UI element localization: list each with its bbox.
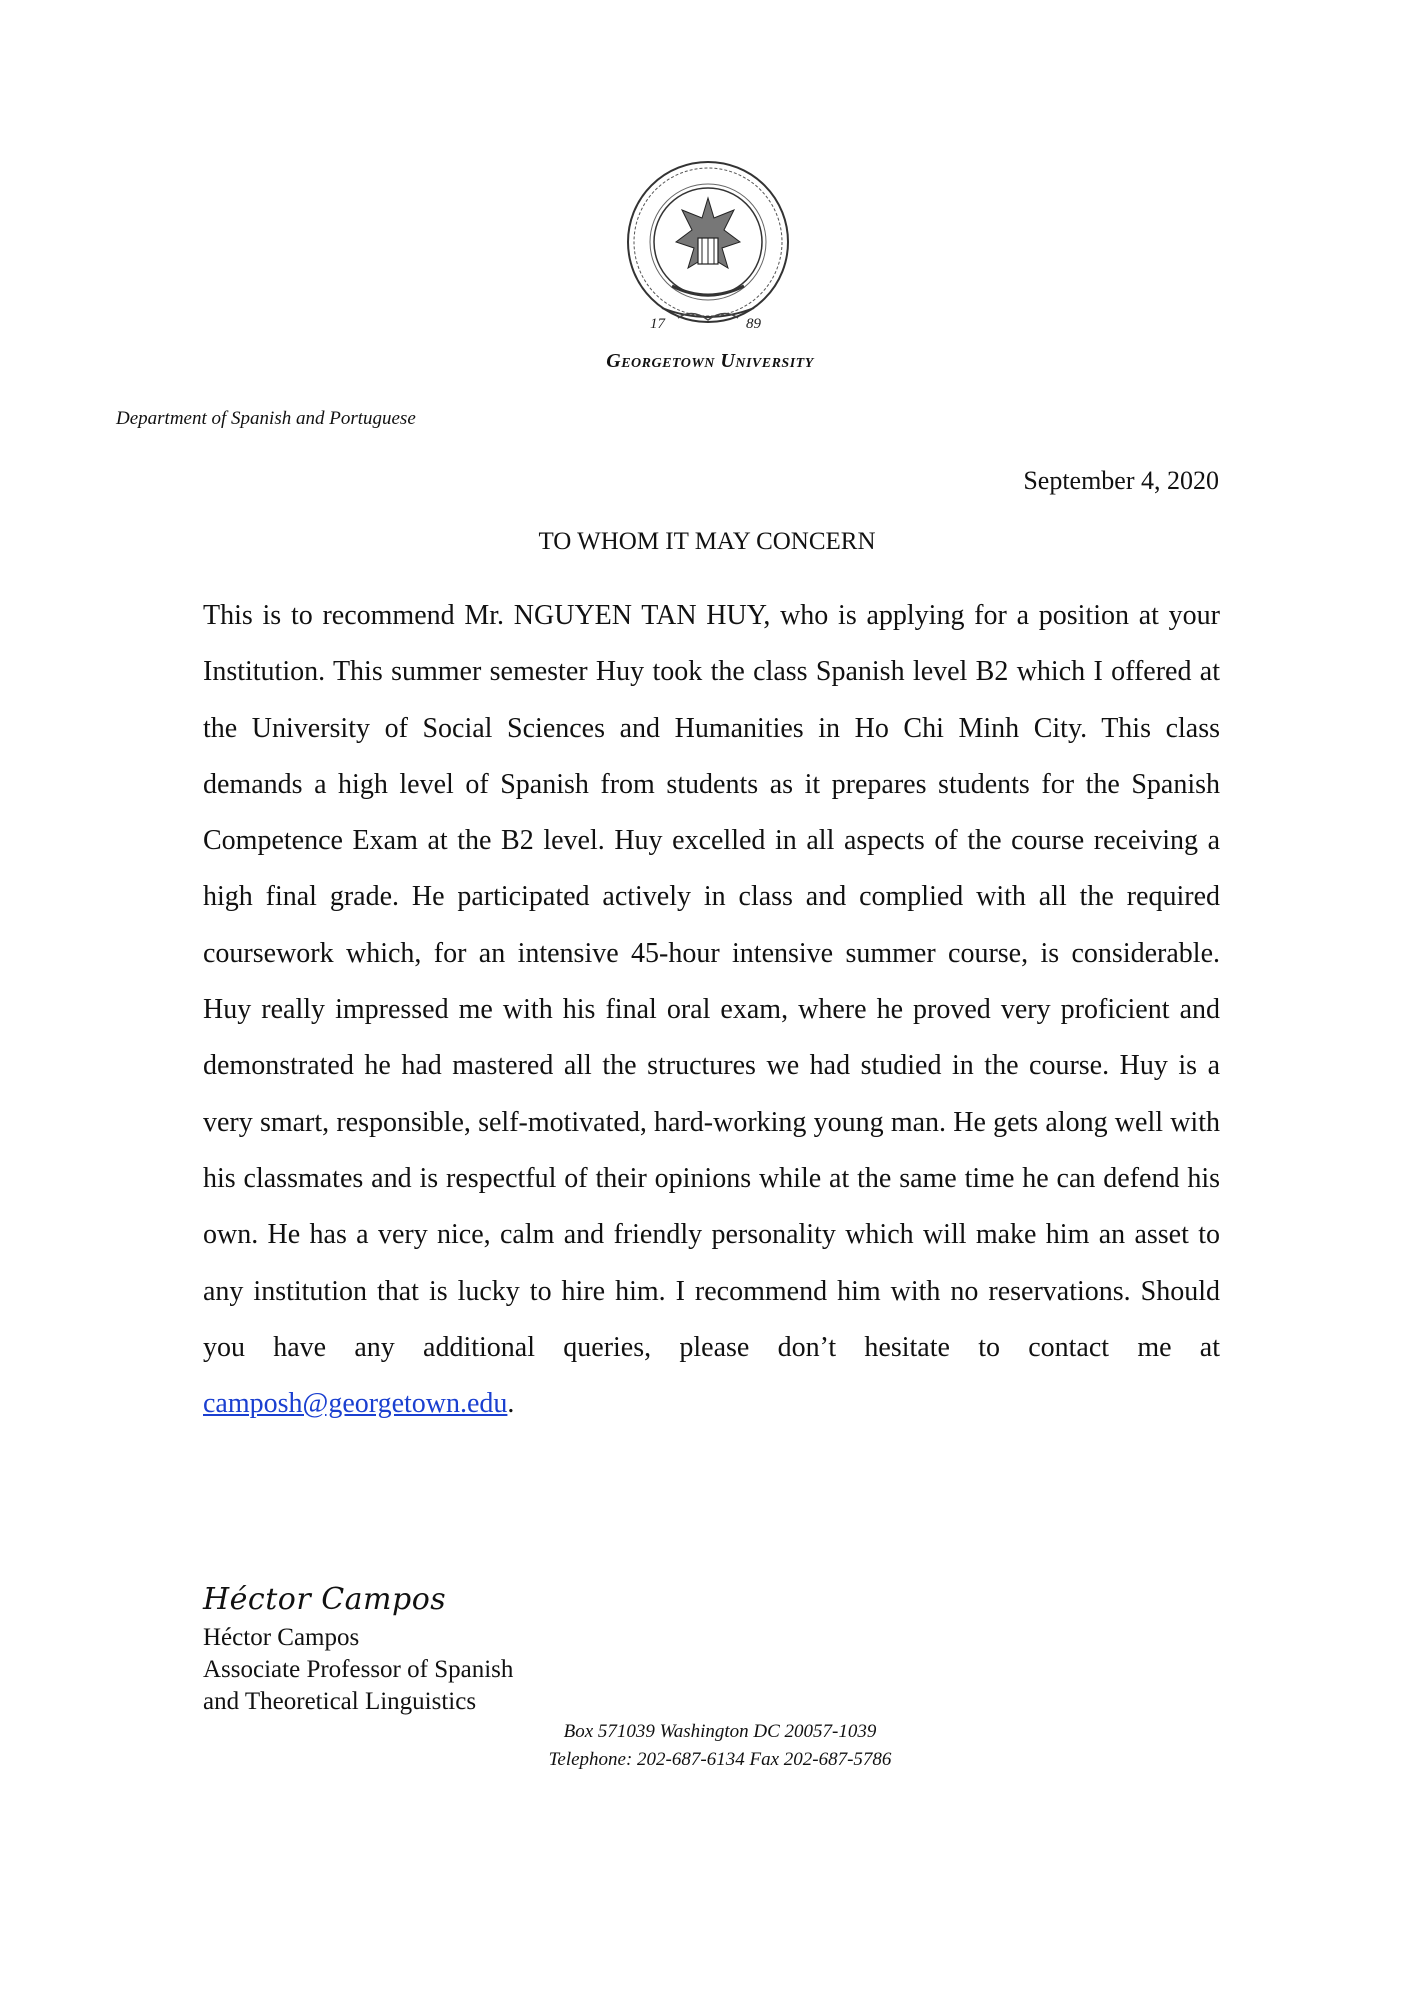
university-seal-icon bbox=[622, 158, 794, 340]
seal-year-right: 89 bbox=[746, 316, 761, 332]
body-text: This is to recommend Mr. NGUYEN TAN HUY, who is applying for a position at your Institution. This summer semester Huy took the class Spanish level B2 which I offered at the University of Social Sciences and Humanities in Ho Chi Minh City. This class demands a high level of Spanish from students as it prepares students for the Spanish Competence Exam at the B2 level. Huy excelled in all aspects of the course receiving a high final grade. He participated actively in class and complied with all the required coursework which, for an intensive 45-hour intensive summer course, is considerable. Huy really impressed me with his final oral exam, where he proved very proficient and demonstrated he had mastered all the structures we had studied in the course. Huy is a very smart, responsible, self-motivated, hard-working young man. He gets along well with his classmates and is respectful of their opinions while at the same time he can defend his own. He has a very nice, calm and friendly personality which will make him an asset to any institution that is lucky to hire him. I recommend him with no reservations. Should you have any additional queries, please don’t hesitate to contact me at bbox=[203, 600, 1220, 1363]
handwritten-signature: Héctor Campos bbox=[203, 1582, 447, 1617]
body-end: . bbox=[507, 1388, 515, 1420]
footer bbox=[420, 1718, 1020, 1774]
signature-block bbox=[203, 1622, 513, 1718]
email-link[interactable]: camposh@georgetown.edu bbox=[203, 1388, 508, 1420]
letter-date: September 4, 2020 bbox=[1023, 466, 1219, 495]
signer-title-line1: Associate Professor of Spanish bbox=[203, 1656, 514, 1683]
salutation: TO WHOM IT MAY CONCERN bbox=[538, 528, 876, 555]
letter-body bbox=[203, 588, 1220, 1432]
footer-phone: Telephone: 202-687-6134 Fax 202-687-5786 bbox=[548, 1749, 892, 1770]
seal-year-left: 17 bbox=[650, 316, 665, 332]
signer-name: Héctor Campos bbox=[203, 1624, 360, 1651]
university-name: Georgetown University bbox=[606, 350, 814, 372]
footer-address: Box 571039 Washington DC 20057-1039 bbox=[563, 1721, 877, 1742]
department-name: Department of Spanish and Portuguese bbox=[116, 408, 416, 429]
signer-title-line2: and Theoretical Linguistics bbox=[203, 1688, 477, 1715]
